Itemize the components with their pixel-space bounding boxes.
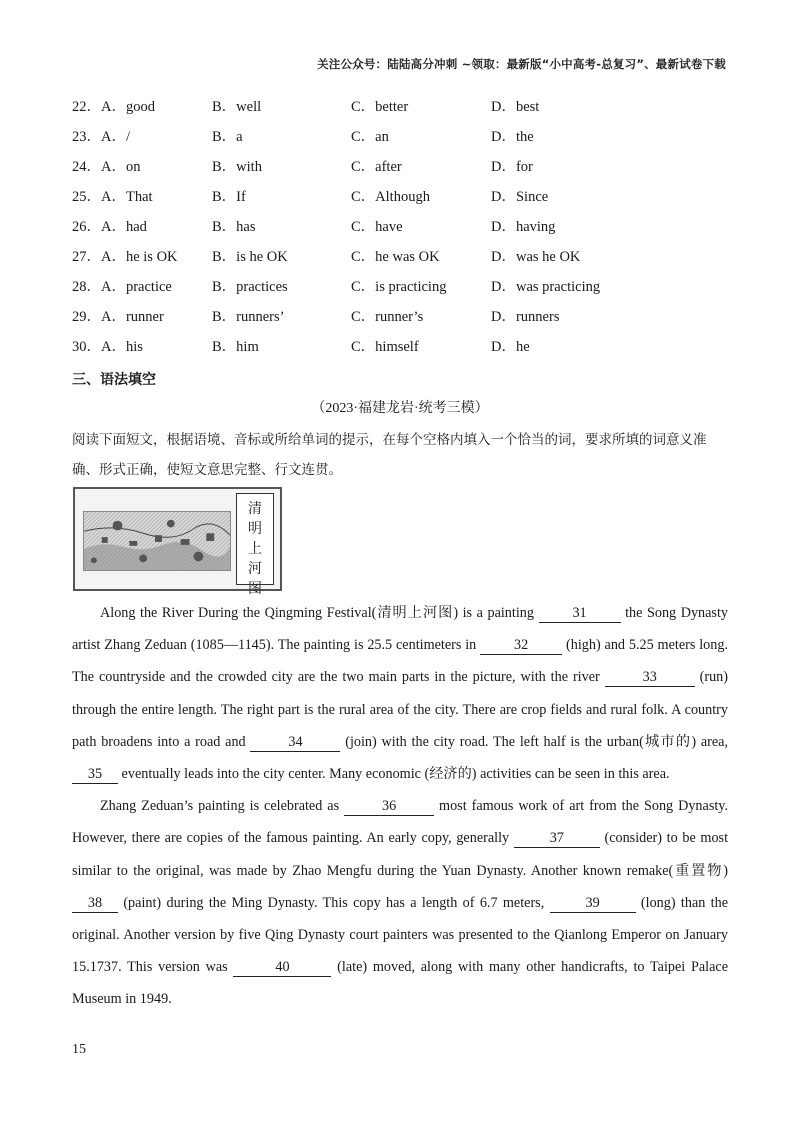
option-d: D．was practicing: [491, 279, 601, 295]
option-c: C．he was OK: [351, 249, 440, 265]
option-a: [72, 182, 153, 212]
question-row-24: [72, 152, 732, 182]
passage-text: (long) than the original. Another version by five Qing Dynasty court painters was presented to the Qianlong Emperor on January 15.1737. This version was: [72, 894, 728, 976]
option-d: D．Since: [491, 189, 549, 205]
option-b: B．runners’: [212, 309, 285, 325]
option-b: B．him: [212, 339, 259, 355]
option-c: C．have: [351, 219, 403, 235]
option-b: B．If: [212, 189, 246, 205]
section-title: 三、语法填空: [72, 372, 156, 388]
blank-34[interactable]: 34: [250, 733, 340, 752]
question-row-28: [72, 272, 732, 302]
title-char: 清: [248, 501, 262, 517]
option-d: D．was he OK: [491, 249, 581, 265]
passage-text: Zhang Zeduan’s painting is celebrated as: [100, 798, 345, 815]
question-number: 22．: [72, 99, 101, 115]
page-header-notice: 关注公众号：陆陆高分冲刺 ~领取：最新版“小中高考-总复习”、最新试卷下载: [317, 57, 726, 71]
option-a-text: A．practice: [101, 279, 172, 295]
option-a-text: A．runner: [101, 309, 164, 325]
option-a-text: A．on: [101, 159, 141, 175]
exam-source: （2023·福建龙岩·统考三模）: [311, 401, 489, 416]
option-a: [72, 212, 147, 242]
option-b: B．with: [212, 159, 262, 175]
option-d: D．having: [491, 219, 556, 235]
reading-passage: [72, 597, 728, 1016]
option-c: C．runner’s: [351, 309, 424, 325]
question-row-29: [72, 302, 732, 332]
option-a: [72, 302, 164, 332]
passage-text: (late) moved, along with many other handicrafts, to Taipei Palace Museum in 1949.: [72, 959, 729, 1008]
option-d: D．best: [491, 99, 540, 115]
option-a: [72, 152, 140, 182]
question-row-23: [72, 122, 732, 152]
blank-33[interactable]: 33: [605, 668, 695, 687]
blank-39[interactable]: 39: [550, 894, 636, 913]
option-b: B．a: [212, 129, 243, 145]
passage-text: (paint) during the Ming Dynasty. This copy has a length of 6.7 meters,: [118, 894, 550, 911]
option-d: D．the: [491, 129, 534, 145]
multiple-choice-options: [72, 92, 732, 362]
question-number: 24．: [72, 159, 101, 175]
blank-38[interactable]: 38: [72, 894, 118, 913]
question-row-27: [72, 242, 732, 272]
option-c: C．an: [351, 129, 389, 145]
passage-text: most famous work of art from the Song Dynasty. However, there are copies of the famous painting. An early copy, generally: [72, 798, 729, 847]
option-d: D．for: [491, 159, 533, 175]
option-c: C．better: [351, 99, 409, 115]
passage-text: (high) and 5.25 meters long. The countryside and the crowded city are the two main parts in the picture, with the river: [72, 637, 728, 686]
blank-40[interactable]: 40: [233, 958, 331, 977]
question-number: 25．: [72, 189, 101, 205]
question-row-30: [72, 332, 732, 362]
passage-text: the Song Dynasty artist Zhang Zeduan (1085—1145). The painting is 25.5 centimeters in: [72, 605, 728, 654]
painting-title-box: [236, 493, 274, 597]
question-number: 29．: [72, 309, 101, 325]
option-a: [72, 242, 178, 272]
option-c: C．himself: [351, 339, 419, 355]
paragraph-1: [72, 597, 728, 790]
paragraph-2: [72, 790, 728, 1015]
option-a-text: A．That: [101, 189, 153, 205]
passage-text: (consider) to be most similar to the original, was made by Zhao Mengfu during the Yuan Dynasty. Another known remake(重置物): [72, 830, 729, 879]
option-a-text: A．his: [101, 339, 143, 355]
option-a-text: A．good: [101, 99, 155, 115]
question-row-26: [72, 212, 732, 242]
passage-text: eventually leads into the city center. Many economic (经济的) activities can be seen in this area.: [118, 766, 670, 783]
blank-36[interactable]: 36: [344, 797, 434, 816]
option-a-text: A．/: [101, 129, 130, 145]
passage-text: (join) with the city road. The left half is the urban(城市的) area,: [340, 733, 728, 750]
option-a: [72, 272, 172, 302]
question-row-25: [72, 182, 732, 212]
option-c: C．Although: [351, 189, 430, 205]
title-char: 明: [248, 521, 262, 537]
option-d: D．he: [491, 339, 530, 355]
title-char: 上: [248, 541, 262, 557]
option-a: [72, 92, 155, 122]
blank-35[interactable]: 35: [72, 765, 118, 784]
title-char: 图: [248, 581, 262, 597]
question-number: 23．: [72, 129, 101, 145]
option-c: C．is practicing: [351, 279, 447, 295]
question-row-22: [72, 92, 732, 122]
blank-32[interactable]: 32: [480, 636, 562, 655]
instructions: 阅读下面短文，根据语境、音标或所给单词的提示，在每个空格内填入一个恰当的词，要求所填的词意义准确、形式正确，使短文意思完整、行文连贯。: [72, 432, 707, 478]
question-number: 26．: [72, 219, 101, 235]
question-number: 30．: [72, 339, 101, 355]
question-number: 28．: [72, 279, 101, 295]
blank-37[interactable]: 37: [514, 829, 600, 848]
option-b: B．has: [212, 219, 256, 235]
blank-31[interactable]: 31: [539, 604, 621, 623]
option-c: C．after: [351, 159, 402, 175]
passage-text: Along the River During the Qingming Festival(清明上河图) is a painting: [100, 605, 539, 621]
title-char: 河: [248, 561, 262, 577]
option-b: B．well: [212, 99, 262, 115]
page-number: 15: [72, 1042, 86, 1057]
option-a: [72, 122, 130, 152]
question-number: 27．: [72, 249, 101, 265]
option-b: B．is he OK: [212, 249, 288, 265]
passage-text: (run) through the entire length. The right part is the rural area of the city. There are crop fields and rural folk. A country path broadens into a road and: [72, 669, 728, 750]
option-a: [72, 332, 143, 362]
option-d: D．runners: [491, 309, 560, 325]
option-a-text: A．had: [101, 219, 147, 235]
option-b: B．practices: [212, 279, 288, 295]
option-a-text: A．he is OK: [101, 249, 178, 265]
painting-image: [83, 511, 231, 571]
painting-figure: [73, 487, 282, 597]
